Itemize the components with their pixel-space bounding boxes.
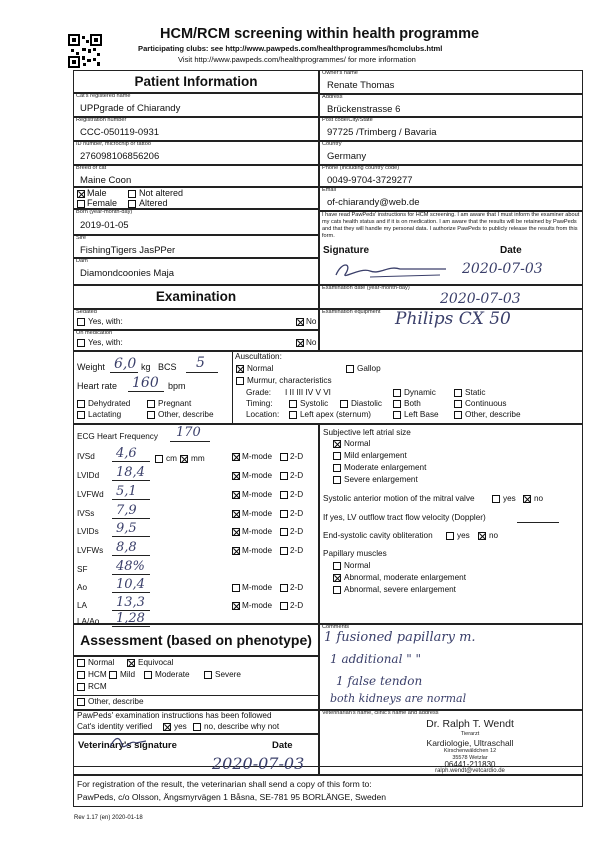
assess-mild-label: Mild [120, 670, 136, 679]
papillary-moderate-label: Abnormal, moderate enlargement [344, 573, 466, 582]
reg-no-label: Registration number [76, 117, 127, 123]
atrial-severe-label: Severe enlargement [344, 475, 418, 484]
assess-rcm-checkbox[interactable] [77, 683, 85, 691]
other-describe-label: Other, describe [158, 410, 214, 419]
equipment-value: Philips CX 50 [395, 309, 511, 329]
measure-label-ivsd: IVSd [77, 452, 95, 461]
sedated-no-checkbox[interactable] [296, 318, 304, 326]
email-label: Email [322, 187, 336, 193]
dam-label: Dam [76, 258, 88, 264]
systolic-checkbox[interactable] [289, 400, 297, 408]
footer-line-1: For registration of the result, the veterinarian shall send a copy of this form to: [77, 779, 372, 789]
location-other-label: Other, describe [465, 410, 521, 419]
country-label: Country [322, 141, 342, 147]
mmode-checkbox[interactable] [232, 491, 240, 499]
assess-severe-checkbox[interactable] [204, 671, 212, 679]
diastolic-label: Diastolic [351, 399, 382, 408]
mmode-label: M-mode [242, 509, 273, 518]
unit-cm-label: cm [166, 454, 177, 463]
measure-value-lvfwd: 5,1 [116, 484, 137, 499]
measure-label-la: LA [77, 601, 88, 610]
auscultation-normal-checkbox[interactable] [236, 365, 244, 373]
identity-yes-label: yes [174, 722, 187, 731]
mmode-label: M-mode [242, 546, 273, 555]
female-label: Female [87, 198, 118, 208]
owner-name-label: Owner's name [322, 70, 358, 76]
sedated-yes-label: Yes, with: [88, 317, 123, 326]
vet-signature-icon [108, 733, 148, 753]
unit-mm-label: mm [191, 454, 205, 463]
measure-value-sf: 48% [116, 559, 145, 574]
mmode-checkbox[interactable] [232, 453, 240, 461]
country-value: Germany [327, 151, 367, 162]
continuous-label: Continuous [465, 399, 507, 408]
sam-no-label: no [534, 494, 544, 503]
measure-value-lvfws: 8,8 [116, 540, 137, 555]
mmode-checkbox[interactable] [232, 547, 240, 555]
weight-value: 6,0 [114, 356, 137, 372]
qr-code-icon [68, 34, 102, 68]
assess-rcm-label: RCM [88, 682, 107, 691]
unit-mm-checkbox[interactable] [180, 455, 188, 463]
altered-checkbox[interactable] [128, 200, 136, 208]
vet-street: Kirschenwäldchen 12 [443, 748, 497, 754]
consent-text: I have read PawPeds' instructions for HCM screening. I am aware that I must inform the examiner about my cats health status and if it is on medication. I am aware that the results will be retained by PawPeds and that they will handle my personal data. I authorize PawPeds to publicly release the results from this form. [322, 212, 580, 239]
breed-value: Maine Coon [80, 175, 132, 186]
atrial-normal-checkbox[interactable] [333, 440, 341, 448]
reg-no-value: CCC-050119-0931 [80, 127, 160, 138]
vet-city: 35578 Wetzlar [452, 755, 488, 761]
gallop-checkbox[interactable] [346, 365, 354, 373]
auscultation-normal-label: Normal [247, 364, 274, 373]
grade-options: I II III IV V VI [285, 388, 331, 397]
other-describe-checkbox[interactable] [147, 411, 155, 419]
comment-line-1: 1 fusioned papillary m. [324, 630, 476, 645]
assess-mild-checkbox[interactable] [109, 671, 117, 679]
auscultation-label: Auscultation: [235, 352, 282, 361]
vet-signature-label: Veterinary's signature [78, 740, 177, 751]
assess-moderate-label: Moderate [155, 670, 190, 679]
sire-label: Sire [76, 235, 86, 241]
bpm-label: bpm [168, 381, 186, 391]
owner-name-value: Renate Thomas [327, 80, 395, 91]
ecg-heart-freq-label: ECG Heart Frequency [77, 432, 158, 441]
comment-line-3: 1 false tendon [336, 674, 423, 688]
email-value: of-chiarandy@web.de [327, 197, 420, 208]
timing-label: Timing: [246, 399, 273, 408]
measure-value-ao: 10,4 [116, 577, 145, 592]
twod-checkbox[interactable] [280, 453, 288, 461]
medication-label: On medication [76, 330, 113, 336]
atrial-moderate-checkbox[interactable] [333, 464, 341, 472]
bcs-label: BCS [158, 362, 177, 372]
left-apex-label: Left apex (sternum) [300, 410, 371, 419]
measure-value-lvidd: 18,4 [116, 465, 145, 480]
sire-value: FishingTigers JasPPer [80, 245, 176, 256]
obliteration-label: End-systolic cavity obliteration [323, 531, 433, 540]
murmur-checkbox[interactable] [236, 377, 244, 385]
twod-label: 2-D [290, 546, 304, 555]
assessment-heading: Assessment (based on phenotype) [80, 632, 312, 648]
measure-label-ivss: IVSs [77, 509, 95, 518]
pregnant-checkbox[interactable] [147, 400, 155, 408]
vet-info-label: Veterinarian's name, clinic's name and address [322, 710, 439, 716]
both-label: Both [404, 399, 421, 408]
twod-label: 2-D [290, 601, 304, 610]
medication-no-label: No [306, 338, 317, 347]
papillary-normal-label: Normal [344, 561, 371, 570]
vet-signature-date: 2020-07-03 [212, 754, 305, 773]
measure-value-la-ao: 1,28 [116, 611, 145, 626]
mmode-checkbox[interactable] [232, 472, 240, 480]
measure-value-lvids: 9,5 [116, 521, 137, 536]
reg-name-label: Cat's registered name [76, 93, 131, 99]
female-checkbox[interactable] [77, 200, 85, 208]
lactating-checkbox[interactable] [77, 411, 85, 419]
gallop-label: Gallop [357, 364, 381, 373]
mmode-label: M-mode [242, 471, 273, 480]
systolic-label: Systolic [300, 399, 329, 408]
assess-hcm-checkbox[interactable] [77, 671, 85, 679]
phone-label: Phone (including country code) [322, 165, 400, 171]
murmur-label: Murmur, characteristics [247, 376, 332, 385]
altered-label: Altered [139, 198, 168, 208]
obliteration-no-checkbox[interactable] [478, 532, 486, 540]
mmode-label: M-mode [242, 583, 273, 592]
identity-no-checkbox[interactable] [193, 723, 201, 731]
mmode-checkbox[interactable] [232, 510, 240, 518]
sedated-label: Sedated [76, 309, 97, 315]
male-checkbox[interactable] [77, 190, 85, 198]
measure-line[interactable] [112, 461, 150, 462]
sam-label: Systolic anterior motion of the mitral valve [323, 494, 475, 503]
phone-value: 0049-9704-3729277 [327, 175, 413, 186]
measure-line[interactable] [112, 499, 150, 500]
breed-label: Breed of cat [76, 165, 107, 171]
measure-label-la-ao: LA/Ao [77, 617, 100, 626]
not-altered-checkbox[interactable] [128, 190, 136, 198]
papillary-label: Papillary muscles [323, 549, 387, 558]
visit-info: Visit http://www.pawpeds.com/healthprogrammes/ for more information [178, 55, 416, 64]
unit-cm-checkbox[interactable] [155, 455, 163, 463]
mmode-checkbox[interactable] [232, 584, 240, 592]
twod-checkbox[interactable] [280, 491, 288, 499]
diastolic-checkbox[interactable] [340, 400, 348, 408]
weight-label: Weight [77, 362, 105, 372]
dehydrated-label: Dehydrated [88, 399, 131, 408]
assess-normal-label: Normal [88, 658, 115, 667]
owner-signature-date: 2020-07-03 [462, 261, 543, 277]
atrial-moderate-label: Moderate enlargement [344, 463, 427, 472]
twod-label: 2-D [290, 471, 304, 480]
sedated-no-label: No [306, 317, 317, 326]
pregnant-label: Pregnant [158, 399, 192, 408]
left-apex-checkbox[interactable] [289, 411, 297, 419]
address-value: Brückenstrasse 6 [327, 104, 401, 115]
lvot-label: If yes, LV outflow tract flow velocity (Doppler) [323, 513, 486, 522]
twod-checkbox[interactable] [280, 584, 288, 592]
heart-rate-label: Heart rate [77, 381, 118, 391]
vet-clinic: Kardiologie, Ultraschall [426, 738, 514, 748]
continuous-checkbox[interactable] [454, 400, 462, 408]
sam-no-checkbox[interactable] [523, 495, 531, 503]
measure-line[interactable] [112, 480, 150, 481]
id-value: 276098106856206 [80, 151, 160, 162]
papillary-normal-checkbox[interactable] [333, 562, 341, 570]
heart-rate-value: 160 [132, 375, 159, 391]
twod-checkbox[interactable] [280, 528, 288, 536]
static-label: Static [465, 388, 486, 397]
medication-no-checkbox[interactable] [296, 339, 304, 347]
location-other-checkbox[interactable] [454, 411, 462, 419]
male-label: Male [87, 188, 107, 198]
id-label: ID number, microchip or tattoo [76, 141, 151, 147]
atrial-heading: Subjective left atrial size [323, 428, 411, 437]
atrial-severe-checkbox[interactable] [333, 476, 341, 484]
mmode-checkbox[interactable] [232, 602, 240, 610]
twod-label: 2-D [290, 509, 304, 518]
assess-hcm-label: HCM [88, 670, 107, 679]
papillary-moderate-checkbox[interactable] [333, 574, 341, 582]
not-altered-label: Not altered [139, 188, 184, 198]
lactating-label: Lactating [88, 410, 122, 419]
vet-title: Tierarzt [460, 731, 480, 737]
atrial-mild-checkbox[interactable] [333, 452, 341, 460]
twod-label: 2-D [290, 490, 304, 499]
mmode-label: M-mode [242, 601, 273, 610]
obliteration-yes-label: yes [457, 531, 470, 540]
version-text: Rev 1.17 (en) 2020-01-18 [74, 815, 143, 821]
mmode-label: M-mode [242, 527, 273, 536]
twod-label: 2-D [290, 583, 304, 592]
vet-phone: 06441-211830 [444, 760, 496, 769]
twod-checkbox[interactable] [280, 472, 288, 480]
papillary-severe-label: Abnormal, severe enlargement [344, 585, 456, 594]
medication-yes-checkbox[interactable] [77, 339, 85, 347]
twod-checkbox[interactable] [280, 547, 288, 555]
assess-equivocal-label: Equivocal [138, 658, 174, 667]
owner-date-label: Date [500, 245, 522, 256]
measure-value-ivsd: 4,6 [116, 446, 137, 461]
measure-label-lvfws: LVFWs [77, 546, 104, 555]
twod-checkbox[interactable] [280, 510, 288, 518]
sam-yes-checkbox[interactable] [492, 495, 500, 503]
static-checkbox[interactable] [454, 389, 462, 397]
dam-value: Diamondcoonies Maja [80, 268, 174, 279]
exam-date-label: Examination date (year-month-day) [322, 285, 410, 291]
measure-line[interactable] [112, 574, 150, 575]
measure-line[interactable] [112, 592, 150, 593]
kg-label: kg [141, 362, 151, 372]
patient-heading: Patient Information [134, 74, 258, 89]
mmode-checkbox[interactable] [232, 528, 240, 536]
assess-moderate-checkbox[interactable] [144, 671, 152, 679]
measure-line[interactable] [112, 518, 150, 519]
exam-heading: Examination [155, 289, 237, 304]
measure-value-ivss: 7,9 [116, 503, 137, 518]
medication-yes-label: Yes, with: [88, 338, 123, 347]
instructions-text: PawPeds' examination instructions has been followed [77, 711, 272, 720]
postcode-label: Post code/City/State [322, 117, 373, 123]
twod-label: 2-D [290, 527, 304, 536]
mmode-label: M-mode [242, 490, 273, 499]
left-base-label: Left Base [404, 410, 439, 419]
vet-name: Dr. Ralph T. Wendt [426, 718, 514, 730]
dehydrated-checkbox[interactable] [77, 400, 85, 408]
identity-label: Cat's identity verified [77, 722, 153, 731]
lvot-line[interactable] [517, 522, 559, 523]
measure-line[interactable] [112, 555, 150, 556]
dynamic-checkbox[interactable] [393, 389, 401, 397]
comment-line-4: both kidneys are normal [330, 692, 467, 705]
sam-yes-label: yes [503, 494, 516, 503]
born-label: Born (year-month-day) [76, 209, 133, 215]
participating-clubs: Participating clubs: see http://www.pawpeds.com/healthprogrammes/hcmclubs.html [138, 44, 443, 53]
sedated-yes-checkbox[interactable] [77, 318, 85, 326]
both-checkbox[interactable] [393, 400, 401, 408]
left-base-checkbox[interactable] [393, 411, 401, 419]
dynamic-label: Dynamic [404, 388, 436, 397]
measure-line[interactable] [112, 536, 150, 537]
vet-date-label: Date [272, 740, 293, 751]
measure-value-la: 13,3 [116, 595, 145, 610]
signature-label: Signature [323, 245, 370, 256]
measure-label-sf: SF [77, 565, 88, 574]
vet-email: ralph.wendt@vetcardio.de [435, 768, 505, 774]
assess-other-label: Other, describe [88, 697, 144, 706]
identity-no-label: no, describe why not [204, 722, 280, 731]
assess-normal-checkbox[interactable] [77, 659, 85, 667]
footer-line-2: PawPeds, c/o Olsson, Ängsmyrvägen 1 Båsna, SE-781 95 BORLÄNGE, Sweden [77, 792, 387, 802]
identity-yes-checkbox[interactable] [163, 723, 171, 731]
twod-label: 2-D [290, 452, 304, 461]
comments-label: Comments [322, 624, 350, 630]
equipment-label: Examination equipment [322, 309, 381, 315]
address-label: Address [322, 94, 343, 100]
measure-label-lvids: LVIDs [77, 527, 99, 536]
ecg-heart-freq-value: 170 [176, 425, 201, 440]
assess-equivocal-checkbox[interactable] [127, 659, 135, 667]
form-title: HCM/RCM screening within health programme [160, 26, 480, 42]
comment-line-2: 1 additional " " [330, 652, 422, 666]
owner-signature-icon [330, 257, 450, 283]
assess-other-checkbox[interactable] [77, 698, 85, 706]
mmode-label: M-mode [242, 452, 273, 461]
postcode-value: 97725 /Trimberg / Bavaria [327, 127, 437, 138]
measure-label-lvfwd: LVFWd [77, 490, 104, 499]
papillary-severe-checkbox[interactable] [333, 586, 341, 594]
obliteration-no-label: no [489, 531, 499, 540]
assess-severe-label: Severe [215, 670, 241, 679]
location-label: Location: [246, 410, 280, 419]
atrial-mild-label: Mild enlargement [344, 451, 407, 460]
bcs-value: 5 [196, 355, 205, 371]
atrial-normal-label: Normal [344, 439, 371, 448]
exam-date-value: 2020-07-03 [440, 291, 521, 307]
twod-checkbox[interactable] [280, 602, 288, 610]
grade-label: Grade: [246, 388, 272, 397]
reg-name-value: UPPgrade of Chiarandy [80, 103, 181, 114]
measure-label-ao: Ao [77, 583, 88, 592]
obliteration-yes-checkbox[interactable] [446, 532, 454, 540]
born-value: 2019-01-05 [80, 220, 129, 231]
measure-label-lvidd: LVIDd [77, 471, 100, 480]
